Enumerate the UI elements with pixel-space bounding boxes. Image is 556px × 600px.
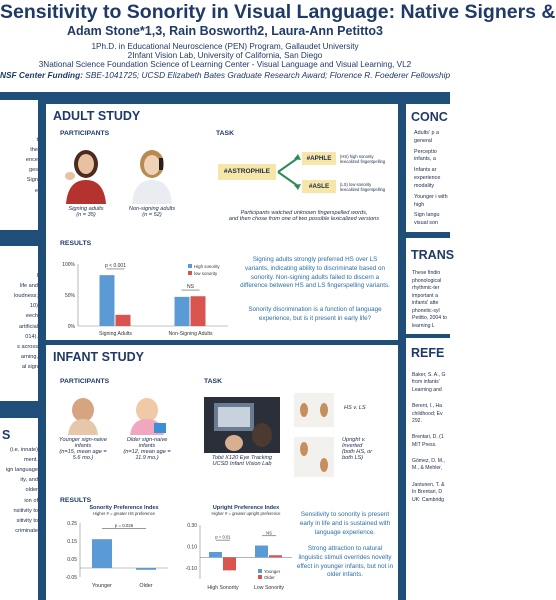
signing-adults-caption: Signing adults (n = 35) (68, 206, 104, 218)
reference-item: Berent, I., Ha childhood; Ev 292. (412, 403, 443, 424)
significance-label: NS (266, 530, 272, 536)
sonority-preference-chart (52, 503, 178, 595)
signing-adult-photo (60, 142, 112, 204)
left-panel-3-text (0, 442, 38, 535)
left-panel-text-line: nsitivity to (13, 507, 38, 514)
references-title: REFE (411, 346, 445, 360)
left-panel-text-line: ges (28, 167, 38, 174)
left-panel-text-line: older (25, 487, 38, 494)
hs-vs-ls-label: HS v. LS (344, 405, 366, 411)
bar-older (136, 568, 156, 570)
legend-swatch-younger (258, 569, 262, 573)
infant-task-label: TASK (204, 378, 222, 385)
affiliation-3: 3National Science Foundation Science of Learning Center - Visual Language and Visual Learning, VL2 (38, 60, 412, 69)
left-panel-text-line: eech (25, 313, 38, 320)
left-panel-text-line: e (34, 187, 38, 194)
left-panel-3-title: S (2, 428, 11, 442)
left-panel-text-line: s across (17, 343, 38, 350)
significance-label: p < 0.001 (105, 263, 126, 270)
left-panel-2-text (0, 246, 38, 371)
older-infants-caption: Older sign-naive infants (n=12, mean age = 11.9 mo.) (123, 437, 171, 461)
legend-label-older: Older (264, 575, 275, 580)
x-tick-label: Younger (92, 583, 112, 589)
poster-title: Sensitivity to Sonority in Visual Language: Native Signers & (0, 1, 556, 23)
older-infant-photo (126, 395, 168, 435)
translation-panel (406, 238, 455, 334)
conclusions-panel (406, 104, 450, 232)
bar-high-sonority (100, 275, 115, 326)
adult-task-label: TASK (216, 130, 234, 137)
y-tick-label: 50% (64, 293, 75, 299)
infant-finding-2: Strong attraction to natural linguistic stimuli overrides novelty effect in younger infants, but not in older infants. (296, 545, 394, 579)
bar-low-sonority (116, 315, 131, 326)
nonsigning-adults-caption: Non-signing adults (n = 52) (128, 206, 176, 218)
funding-line: NSF Center Funding: SBE-1041725; UCSD Elizabeth Bates Graduate Research Award; Florence R. Foederer Fellowship (0, 70, 451, 80)
left-panel-text-line: loudness; (14, 293, 38, 300)
infant-finding-1: Sensitivity to sonority is present early in life and is sustained with language experience. (299, 511, 391, 536)
x-tick-label: High Sonority (207, 585, 239, 591)
task-caption: Participants watched unknown fingerspelled words, and then chose from one of two possible lexicalized versions (228, 210, 380, 222)
reference-item: Baker, S. A., G from infants' Learning and (412, 372, 446, 393)
x-tick-label: Signing Adults (99, 331, 132, 337)
y-tick-label: 0.30 (187, 523, 197, 529)
adult-results-chart (52, 250, 238, 338)
adult-participants-label: PARTICIPANTS (60, 130, 110, 137)
y-tick-label: 100% (62, 262, 75, 268)
affiliation-1: 1Ph.D. in Educational Neuroscience (PEN) Program, Gallaudet University (91, 42, 359, 51)
left-panel-1 (0, 100, 38, 230)
adult-study-title: ADULT STUDY (53, 109, 141, 123)
legend-swatch-high (188, 264, 192, 268)
left-panel-text-line: ign language (5, 467, 38, 474)
choice-ls-description: (LS) low sonority lexicalized fingerspelling (340, 182, 386, 193)
conclusions-list (406, 124, 450, 228)
left-panel-text-line: sitivity to (16, 517, 38, 524)
translation-title: TRANS (411, 248, 455, 262)
y-tick-label: 0.05 (67, 557, 77, 563)
upright-inverted-stimuli (294, 437, 334, 477)
hand-stimulus-icon (294, 437, 334, 477)
significance-label: p = 0.026 (114, 522, 134, 528)
left-panel-text-line: ence (25, 157, 38, 164)
legend-label-low: low sonority (194, 271, 218, 276)
stimulus-word-box: #ASTROPHILE (218, 164, 276, 180)
conclusion-bullet: Adults' p a general (414, 130, 440, 144)
task-arrows (276, 152, 302, 192)
left-panel-2 (0, 246, 38, 401)
choice-hs-description: (HS) high sonority lexicalized fingerspelling (340, 154, 386, 165)
significance-label: p = 0.01 (215, 534, 231, 540)
poster-authors: Adam Stone*1,3, Rain Bosworth2, Laura-Ann Petitto3 (66, 24, 383, 38)
y-tick-label: -0.05 (65, 575, 77, 581)
x-tick-label: Non-Signing Adults (168, 331, 213, 337)
eye-tracker-caption: Tobii X120 Eye Tracking UCSD Infant Vision Lab (211, 455, 272, 467)
legend-swatch-older (258, 575, 262, 579)
references-panel (406, 338, 450, 600)
younger-infant-photo (64, 395, 102, 435)
x-tick-label: Older (139, 583, 153, 589)
left-panel-text-line: the (30, 147, 38, 154)
nonsigning-adult-photo (126, 142, 178, 204)
y-tick-label: 0.10 (187, 544, 197, 551)
conclusion-bullet: Infants ar experience modality (414, 167, 441, 189)
left-panel-1-text (0, 100, 38, 195)
bar-older (269, 555, 282, 557)
chart-title: Sonority Preference Index (89, 505, 159, 511)
left-panel-text-line: al sign (21, 363, 38, 370)
references-list (406, 360, 450, 504)
hand-stimulus-icon (294, 393, 334, 427)
left-panel-3 (0, 418, 38, 600)
y-tick-label: 0.15 (67, 539, 77, 545)
bar-younger (92, 539, 112, 568)
conclusion-bullet: Perceptio infants, a (414, 148, 437, 163)
infant-study-panel (46, 345, 398, 600)
left-panel-text-line: 014). (25, 333, 38, 340)
left-panel-text-line: criminate (15, 527, 38, 534)
choice-hs-box: #APHLE (302, 152, 336, 165)
left-panel-text-line: l (36, 273, 38, 279)
bar-younger (209, 552, 222, 557)
x-tick-label: Low Sonority (254, 585, 284, 591)
translation-text: These findin phonological rhythmic-ter important a infants' atte phonetic-syl Petitto, 2004 to learning L (412, 270, 447, 329)
left-panel-text-line: life and (19, 283, 38, 290)
reference-item: Gómez, D. M., M., & Mehler, (412, 458, 445, 472)
legend-label-younger: Younger (264, 569, 281, 574)
adult-results-label: RESULTS (60, 240, 92, 247)
reference-item: Brentari, D. (1 MIT Press. (412, 434, 444, 448)
legend-label-high: High sonority (194, 264, 220, 269)
y-tick-label: -0.10 (185, 566, 197, 573)
affiliation-2: 2Infant Vision Lab, University of California, San Diego (127, 51, 323, 60)
chart-subtitle: Higher # = greater upright preference (211, 511, 281, 516)
choice-ls-box: #ASLE (302, 180, 336, 193)
hs-ls-stimuli (294, 393, 334, 427)
left-panel-text-line: arning, (20, 353, 38, 360)
left-panel-text-line: 10) (29, 303, 38, 310)
bar-low-sonority (191, 296, 206, 326)
left-panel-text-line: t (36, 137, 38, 143)
adult-study-panel (46, 104, 398, 340)
younger-infants-caption: Younger sign-naive infants (n=15, mean age = 5.6 mo.) (59, 437, 107, 461)
eye-tracker-photo (204, 397, 280, 453)
conclusion-bullet: Younger i with high (414, 193, 448, 208)
left-panel-text-line: ity, and (20, 477, 38, 484)
bar-older (223, 557, 236, 570)
adult-finding-2: Sonority discrimination is a function of language experience, but is it present in early life? (248, 306, 382, 322)
reference-item: Jantunen, T. & In Brentari, D UK: Cambridg (412, 481, 445, 503)
upright-inverted-label: Upright v. Inverted (both HS, or both LS) (342, 437, 373, 461)
infant-results-label: RESULTS (60, 497, 92, 504)
left-panel-text-line: ment. (24, 457, 38, 464)
legend-swatch-low (188, 271, 192, 275)
left-panel-text-line: ion of (24, 497, 38, 504)
bar-high-sonority (175, 297, 190, 326)
y-tick-label: 0.25 (67, 521, 77, 527)
chart-title: Upright Preference Index (212, 505, 280, 511)
left-panel-text-line: (i.e. innate) (10, 447, 38, 453)
infant-study-title: INFANT STUDY (53, 350, 144, 364)
conclusion-bullet: Sign langu visual son (414, 212, 440, 227)
left-panel-text-line: artificial (19, 323, 38, 330)
chart-subtitle: Higher # = greater HS preference (92, 511, 156, 516)
adult-finding-1: Signing adults strongly preferred HS over LS variants, indicating ability to discriminate based on sonority. Non-signing adults failed to discern a difference between HS and LS fingerspelling variants. (240, 256, 390, 290)
conclusions-title: CONC (411, 110, 448, 124)
infant-participants-label: PARTICIPANTS (60, 378, 110, 385)
left-panel-text-line: Sign (26, 177, 38, 184)
upright-preference-chart (176, 503, 298, 597)
significance-label: NS (187, 284, 194, 291)
bar-younger (255, 546, 268, 558)
y-tick-label: 0% (67, 324, 75, 330)
